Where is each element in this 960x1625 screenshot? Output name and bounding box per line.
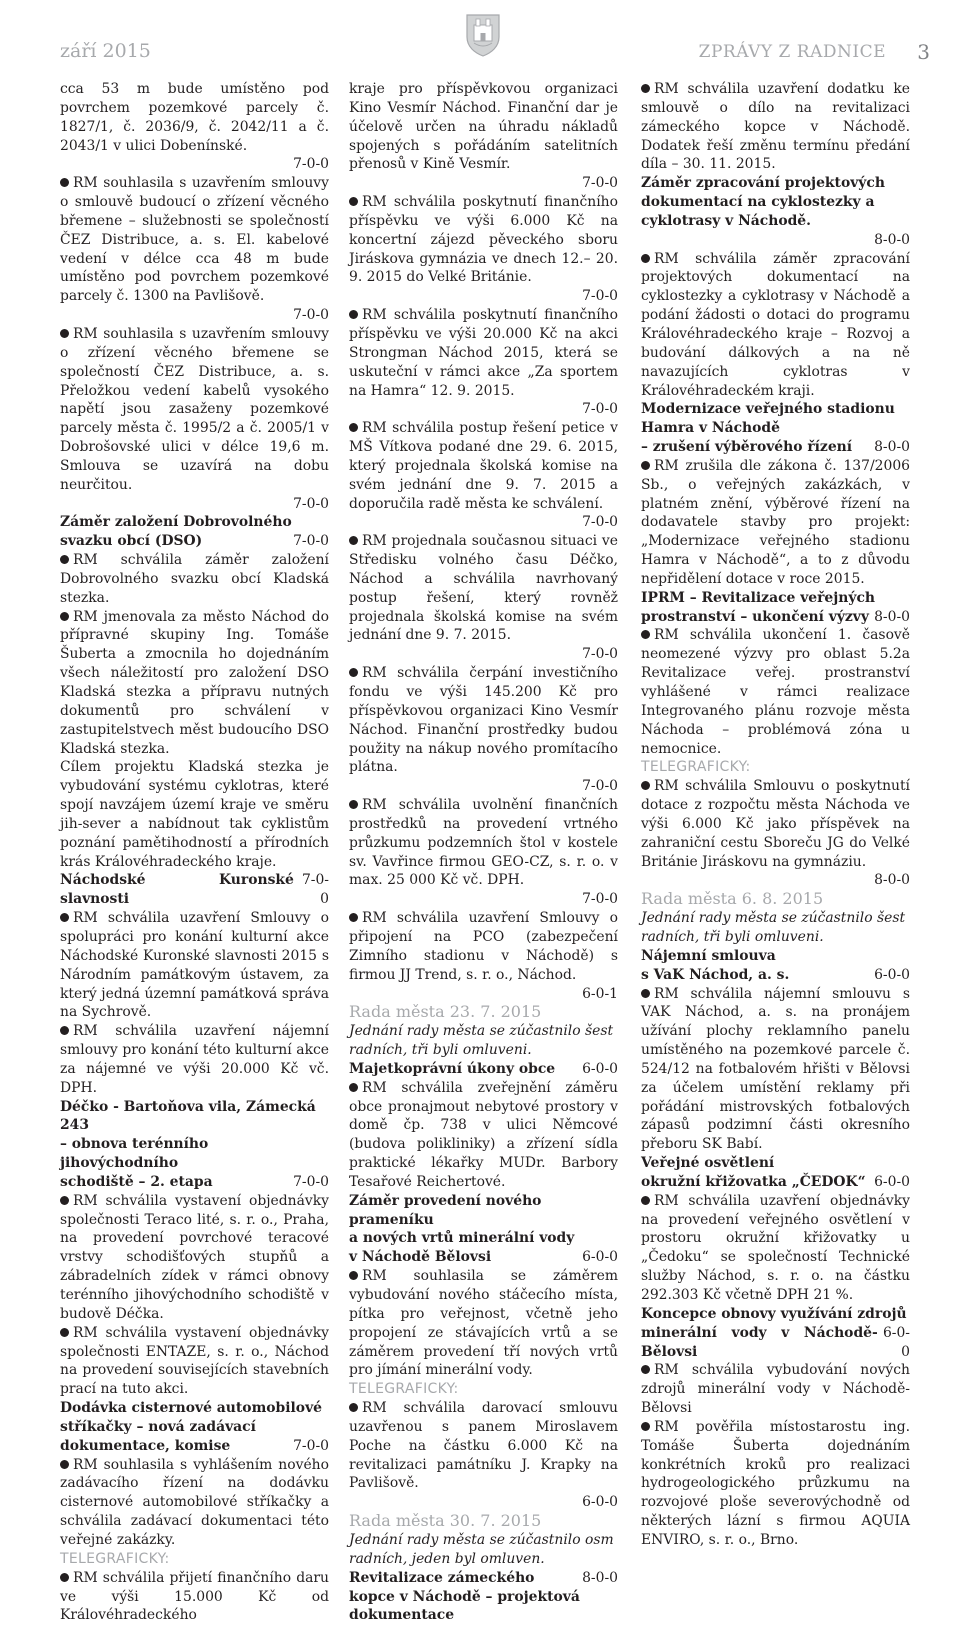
vote-result: 7-0-0	[582, 646, 618, 663]
bullet-icon	[60, 1460, 69, 1469]
resolution-item: RM schválila čerpání investičního fondu ve výši 145.200 Kč pro příspěvkovou organizaci Kino Vesmír Náchod. Finanční prostředky budou použity na nákup nového promítacího plátna.	[349, 665, 618, 776]
meeting-heading: Rada města 23. 7. 2015	[349, 1002, 542, 1022]
vote-result: 7-0-0	[582, 778, 618, 795]
resolution-item: RM schválila uzavření nájemní smlouvy pro konání této kulturní akce za nájemné ve výši 20.000 Kč vč. DPH.	[60, 1023, 329, 1096]
resolution-item: RM schválila ukončení 1. časově neomezené výzvy pro oblast 5.2a Revitalizace veřej. prostranství vyhlášené v rámci realizace Integrovaného plánu rozvoje města Náchoda – problémová zóna u nemocnice.	[641, 627, 910, 757]
resolution-item: RM pověřila místostarostu ing. Tomáše Šuberta dojednáním konkrétních kroků pro realizaci hydrogeologického průzkumu na rozvojové ploše severovýchodně od některých lázní s firmou AQUIA ENVIRO, s. r. o., Brno.	[641, 1418, 910, 1548]
section-heading: IPRM – Revitalizace veřejných	[641, 589, 876, 606]
bullet-icon	[60, 1196, 69, 1205]
section-heading: Dodávka cisternové automobilové	[60, 1400, 322, 1417]
bullet-icon	[60, 913, 69, 922]
section-heading: schodiště – 2. etapa 7-0-0	[60, 1173, 329, 1190]
section-heading: svazku obcí (DSO) 7-0-0	[60, 533, 329, 550]
resolution-item: RM schválila záměr zpracování projektových dokumentací na cyklostezky a cyklotrasy v Náchodě a podání žádosti o dotaci do programu Královéhradeckého kraje – Rozvoj a budování dálkových a na ně navazujících cyklotras v Královéhradeckém kraji.	[641, 250, 910, 399]
resolution-item: RM schválila vystavení objednávky společnosti ENTAZE, s. r. o., Náchod na provedení souvisejících stavebních prací na tuto akci.	[60, 1324, 329, 1398]
bullet-icon	[60, 555, 69, 564]
bullet-icon	[349, 1403, 358, 1412]
section-title: ZPRÁVY Z RADNICE	[698, 42, 886, 62]
section-heading: okružní křižovatka „ČEDOK“ 6-0-0	[641, 1173, 910, 1190]
bullet-icon	[641, 989, 650, 998]
resolution-item: RM schválila uzavření objednávky na provedení veřejného osvětlení v prostoru okružní křižovatky u „Čedoku“ se společností Technické služby Náchod, s. r. o. na částku 292.303 Kč včetně DPH 21 %.	[641, 1192, 910, 1303]
bullet-icon	[60, 178, 69, 187]
bullet-icon	[349, 913, 358, 922]
meeting-note: Jednání rady města se zúčastnilo osm radních, jeden byl omluven.	[349, 1531, 614, 1567]
bullet-icon	[60, 1026, 69, 1035]
vote-result: 8-0-0	[874, 872, 910, 889]
vote-result: 8-0-0	[874, 231, 910, 248]
section-heading: stříkačky – nová zadávací	[60, 1418, 256, 1435]
section-heading: Náchodské Kuronské slavnosti 7-0-0	[60, 872, 329, 908]
meeting-note: Jednání rady města se zúčastnilo šest radních, tři byli omluveni.	[349, 1023, 614, 1059]
resolution-item: RM schválila uzavření Smlouvy o připojení na PCO (zabezpečení Zimního stadionu v Náchodě) s firmou JJ Trend, s. r. o., Náchod.	[349, 910, 618, 983]
resolution-item: RM schválila přijetí finančního daru ve výši 15.000 Kč od Královéhradeckého	[60, 1569, 329, 1624]
resolution-item: RM souhlasila s uzavřením smlouvy o zřízení věcného břemene se společností ČEZ Distribuce, a. s. Přeložkou vedení kabelů vysokého napětí jsou zasaženy pozemkové parcely města č. 1995/2 a č. 2005/1 v Dobrošovské ulici v délce 19,6 m. Smlouva se uzavírá na dobu neurčitou.	[60, 325, 329, 493]
bullet-icon	[349, 800, 358, 809]
section-heading: Nájemní smlouva	[641, 947, 776, 964]
section-heading: Modernizace veřejného stadionu	[641, 401, 895, 418]
bullet-icon	[60, 1573, 69, 1582]
section-heading: – obnova terénního jihovýchodního	[60, 1136, 209, 1172]
resolution-item: RM projednala současnou situaci ve Středisku volného času Déčko, Náchod a schválila navrhovaný postup řešení, který rovněž projednala školská komise na svém jednání dne 9. 7. 2015.	[349, 533, 618, 644]
vote-result: 7-0-0	[582, 288, 618, 305]
bullet-icon	[349, 197, 358, 206]
resolution-item: RM souhlasila s uzavřením smlouvy o smlouvě budoucí o zřízení věcného břemene – služebnosti se společností ČEZ Distribuce, a. s. El. kabelové vedení v délce cca 48 m bude umístěno pod povrchem pozemkové parcely č. 1300 na Pavlišově.	[60, 175, 329, 305]
column-3	[641, 80, 910, 1550]
section-heading: Záměr zpracování projektových dokumentací na cyklostezky a cyklotrasy v Náchodě.	[641, 175, 885, 229]
section-heading: a nových vrtů minerální vody	[349, 1230, 575, 1247]
paragraph: Cílem projektu Kladská stezka je vybudování systému cyklotras, které spojí navzájem území kraje ve směru jih-sever a nabídnout tak cyklistům poznání pamětihodností a přírodních krás Královéhradeckého kraje.	[60, 759, 329, 870]
bullet-icon	[349, 536, 358, 545]
bullet-icon	[349, 1083, 358, 1092]
resolution-item: RM schválila poskytnutí finančního příspěvku ve výši 20.000 Kč na akci Strongman Náchod 2015, která se uskuteční v rámci akce „Za sportem na Hamra“ 12. 9. 2015.	[349, 307, 618, 399]
resolution-item: RM zrušila dle zákona č. 137/2006 Sb., o veřejných zakázkách, v platném znění, výběrové řízení na dodavatele stavby pro projekt: „Modernizace veřejného stadionu Hamra v Náchodě“, a to z důvodu nepřidělení dotace v roce 2015.	[641, 457, 910, 587]
bullet-icon	[641, 1196, 650, 1205]
section-heading: s VaK Náchod, a. s. 6-0-0	[641, 966, 910, 983]
vote-result: 6-0-0	[582, 1494, 618, 1511]
resolution-item: RM schválila postup řešení petice v MŠ Vítkova podané dne 29. 6. 2015, který projednala školská komise na svém jednání dne 9. 7. 2015 a doporučila radě města ke schválení.	[349, 420, 618, 512]
telegraphic-heading: TELEGRAFICKY:	[349, 1381, 459, 1398]
paragraph: kraje pro příspěvkovou organizaci Kino Vesmír Náchod. Finanční dar je účelově určen na úhradu nákladů spojených s pořádáním satelitních přenosů v Kině Vesmír.	[349, 81, 618, 173]
paragraph: cca 53 m bude umístěno pod povrchem pozemkové parcely č. 1827/1, č. 2036/9, č. 2042/11 a č. 2043/1 v ulici Dobenínské.	[60, 81, 329, 154]
column-1	[60, 80, 329, 1625]
meeting-heading: Rada města 30. 7. 2015	[349, 1511, 542, 1531]
city-crest-icon	[465, 13, 501, 57]
bullet-icon	[641, 461, 650, 470]
page-number: 3	[917, 40, 930, 64]
section-heading: Veřejné osvětlení	[641, 1155, 775, 1172]
section-heading: prostranství – ukončení výzvy 8-0-0	[641, 608, 910, 625]
resolution-item: RM schválila darovací smlouvu uzavřenou s panem Miroslavem Poche na částku 6.000 Kč na revitalizaci památníku J. Krapky na Pavlišově.	[349, 1400, 618, 1492]
meeting-note: Jednání rady města se zúčastnilo šest radních, tři byli omluveni.	[641, 910, 906, 945]
vote-result: 7-0-0	[582, 175, 618, 192]
bullet-icon	[641, 630, 650, 639]
bullet-icon	[60, 1328, 69, 1337]
vote-result: 7-0-0	[582, 401, 618, 418]
section-heading: Majetkoprávní úkony obce 6-0-0	[349, 1060, 618, 1077]
meeting-heading: Rada města 6. 8. 2015	[641, 889, 824, 909]
bullet-icon	[641, 781, 650, 790]
section-heading: 8-0-0 Revitalizace zámeckého kopce v Náchodě – projektová dokumentace	[349, 1569, 618, 1624]
section-heading: Koncepce obnovy využívání zdrojů	[641, 1305, 907, 1322]
resolution-item: RM souhlasila s vyhlášením nového zadávacího řízení na dodávku cisternové automobilové stříkačky a schválila zadávací dokumentaci této veřejné zakázky.	[60, 1456, 329, 1548]
telegraphic-heading: TELEGRAFICKY:	[60, 1550, 170, 1567]
resolution-item: RM schválila poskytnutí finančního příspěvku ve výši 6.000 Kč na koncertní zájezd pěveckého sboru Jiráskova gymnázia ve dnech 12.– 20. 9. 2015 do Velké Británie.	[349, 194, 618, 286]
resolution-item: RM schválila zveřejnění záměru obce pronajmout nebytové prostory v domě čp. 738 v ulici Němcové (budova polikliniky) a zřízení sídla praktické lékařky MUDr. Barbory Tesařové Reichertové.	[349, 1079, 618, 1190]
vote-result: 7-0-0	[582, 891, 618, 908]
vote-result: 7-0-0	[293, 156, 329, 173]
resolution-item: RM schválila uzavření dodatku ke smlouvě o dílo na revitalizaci zámeckého kopce v Náchodě. Dodatek řeší změnu termínu předání díla – 30. 11. 2015.	[641, 81, 910, 173]
resolution-item: RM schválila záměr založení Dobrovolného svazku obcí Kladská stezka.	[60, 552, 329, 606]
section-heading: Hamra v Náchodě	[641, 420, 780, 437]
bullet-icon	[60, 329, 69, 338]
bullet-icon	[641, 254, 650, 263]
section-heading: Záměr založení Dobrovolného	[60, 514, 292, 531]
bullet-icon	[641, 84, 650, 93]
resolution-item: RM schválila vybudování nových zdrojů minerální vody v Náchodě-Bělovsi	[641, 1362, 910, 1417]
section-heading: v Náchodě Bělovsi 6-0-0	[349, 1249, 618, 1266]
bullet-icon	[349, 1271, 358, 1280]
bullet-icon	[349, 668, 358, 677]
telegraphic-heading: TELEGRAFICKY:	[641, 759, 751, 776]
bullet-icon	[641, 1422, 650, 1431]
section-heading: Déčko - Bartoňova vila, Zámecká 243	[60, 1098, 316, 1134]
bullet-icon	[641, 1365, 650, 1374]
resolution-item: RM jmenovala za město Náchod do přípravné skupiny Ing. Tomáše Šuberta a zmocnila ho dojednáním všech náležitostí pro založení DSO Kladská stezka a přípravu nutných dokumentů pro schválení v zastupitelstvech měst budoucího DSO Kladská stezka.	[60, 608, 329, 757]
column-2	[349, 80, 618, 1625]
resolution-item: RM schválila nájemní smlouvu s VAK Náchod, a. s. na pronájem užívání plochy reklamního panelu umístěného na pozemkové parcele č. 524/12 na fotbalovém hřišti v Bělovsi za účelem umístění reklamy při pořádání mistrovských fotbalových zápasů podzimní části okresního přeboru SK Babí.	[641, 985, 910, 1153]
resolution-item: RM schválila Smlouvu o poskytnutí dotace z rozpočtu města Náchoda ve výši 6.000 Kč jako příspěvek na zahraniční cestu Sboreču JG do Velké Británie Jiráskovu na gymnáziu.	[641, 778, 910, 870]
resolution-item: RM schválila uzavření Smlouvy o spolupráci pro konání kulturní akce Náchodské Kuronské slavnosti 2015 s Národním památkovým ústavem, za který jedná územní památková správa na Sychrově.	[60, 910, 329, 1021]
resolution-item: RM schválila uvolnění finančních prostředků na provedení vrtného průzkumu podzemních štol v kostele sv. Vavřince firmou GEO-CZ, s. r. o. v max. 25 000 Kč vč. DPH.	[349, 797, 618, 889]
section-heading: – zrušení výběrového řízení 8-0-0	[641, 439, 910, 456]
vote-result: 7-0-0	[293, 495, 329, 512]
vote-result: 7-0-0	[293, 307, 329, 324]
page-header	[0, 0, 960, 84]
section-heading: minerální vody v Náchodě-Bělovsi 6-0-0	[641, 1324, 910, 1360]
issue-month: září 2015	[60, 40, 151, 62]
resolution-item: RM souhlasila se záměrem vybudování nového stáčecího místa, pítka pro veřejnost, včetně jeho propojení ze stávajících vrtů a se záměrem provedení tří nových vrtů pro jímání minerální vody.	[349, 1268, 618, 1379]
vote-result: 7-0-0	[582, 514, 618, 531]
bullet-icon	[349, 423, 358, 432]
vote-result: 6-0-1	[582, 985, 618, 1002]
resolution-item: RM schválila vystavení objednávky společnosti Teraco lité, s. r. o., Praha, na provedení povrchové teracové vrstvy schodišťových stupňů a zábradelních zídek v rámci obnovy terénního jihovýchodního schodiště v budově Déčka.	[60, 1192, 329, 1322]
bullet-icon	[60, 612, 69, 621]
bullet-icon	[349, 310, 358, 319]
section-heading: dokumentace, komise 7-0-0	[60, 1437, 329, 1454]
section-heading: Záměr provedení nového prameníku	[349, 1192, 542, 1228]
